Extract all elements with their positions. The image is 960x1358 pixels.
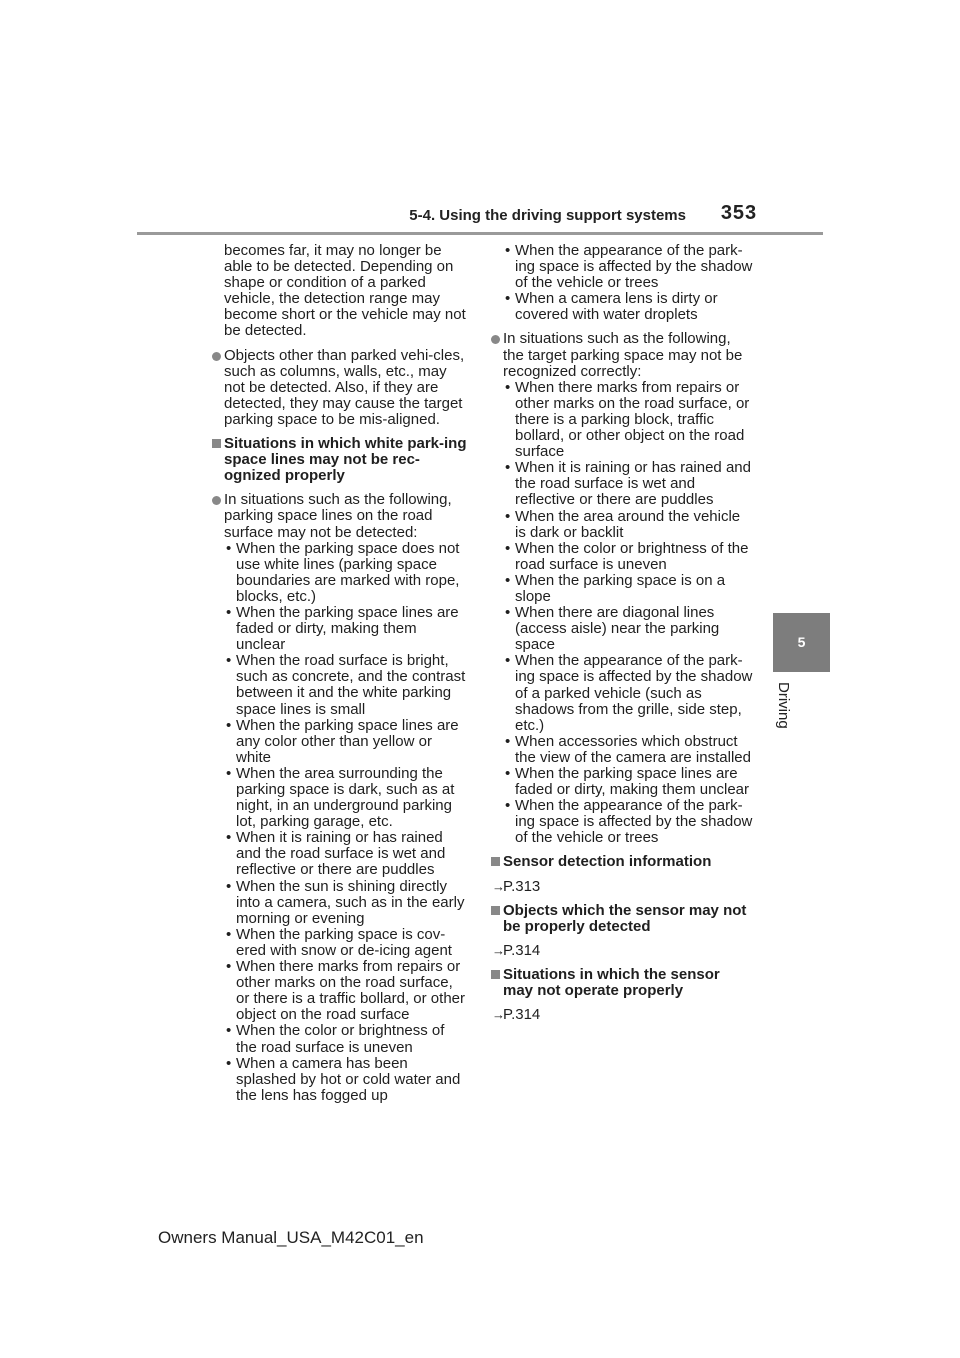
list-item: • When there marks from repairs or other marks on the road surface, or there is a traffic bollard, or other object on the road surface bbox=[212, 959, 468, 1023]
list-item: • When accessories which obstruct the view of the camera are installed bbox=[491, 734, 753, 766]
list-item: • When the road surface is bright, such as concrete, and the contrast between it and the white parking space lines is small bbox=[212, 653, 468, 717]
list-item: • When the area surrounding the parking space is dark, such as at night, in an underground parking lot, parking garage, etc. bbox=[212, 766, 468, 830]
chapter-tab bbox=[773, 613, 830, 672]
bullet-lines-intro bbox=[212, 492, 468, 540]
lines-condition-list-continued bbox=[491, 243, 753, 323]
square-icon bbox=[491, 970, 500, 979]
heading-situations bbox=[491, 967, 753, 999]
ref-situations-link[interactable]: P.314 bbox=[503, 1006, 541, 1024]
bullet-lines-intro-text: In situations such as the following, parking space lines on the road surface may not be detected: bbox=[224, 491, 452, 541]
bullet-objects-text: Objects other than parked vehi-cles, such as columns, walls, etc., may not be detected. Also, if they are detected, they may cause the target parking space to be mis-aligned. bbox=[224, 346, 465, 428]
heading-objects bbox=[491, 903, 753, 935]
list-item: • When the appearance of the park-ing space is affected by the shadow of the vehicle or trees bbox=[491, 798, 753, 846]
arrow-right-icon: → bbox=[492, 942, 505, 958]
target-condition-list bbox=[491, 380, 753, 847]
list-item: • When the parking space is cov-ered with snow or de-icing agent bbox=[212, 927, 468, 959]
arrow-right-icon: → bbox=[492, 878, 505, 894]
chapter-number: 5 bbox=[797, 634, 806, 650]
ref-objects[interactable] bbox=[491, 943, 753, 959]
list-item: • When the sun is shining directly into a camera, such as in the early morning or evening bbox=[212, 879, 468, 927]
footer-text: Owners Manual_USA_M42C01_en bbox=[158, 1228, 424, 1247]
continuation-text: becomes far, it may no longer be able to be detected. Depending on shape or condition of a parked vehicle, the detection range may become short or the vehicle may not be detected. bbox=[224, 242, 466, 340]
list-item: • When the color or brightness of the road surface is uneven bbox=[212, 1023, 468, 1055]
list-item: • When the parking space lines are any color other than yellow or white bbox=[212, 718, 468, 766]
heading-situations-text: Situations in which the sensor may not operate properly bbox=[503, 965, 720, 1000]
ref-sensor-info-link[interactable]: P.313 bbox=[503, 877, 541, 895]
list-item: • When the parking space does not use white lines (parking space boundaries are marked with rope, blocks, etc.) bbox=[212, 541, 468, 605]
arrow-right-icon: → bbox=[492, 1007, 505, 1023]
square-icon bbox=[491, 906, 500, 915]
list-item: • When the parking space is on a slope bbox=[491, 573, 753, 605]
list-item: • When the appearance of the park-ing space is affected by the shadow of the vehicle or trees bbox=[491, 243, 753, 291]
list-item: • When there are diagonal lines (access aisle) near the parking space bbox=[491, 605, 753, 653]
heading-white-lines bbox=[212, 436, 468, 484]
heading-white-lines-text: Situations in which white park-ing space lines may not be rec-ognized properly bbox=[224, 435, 467, 485]
left-column bbox=[212, 243, 468, 1112]
bullet-objects bbox=[212, 348, 468, 428]
list-item: • When it is raining or has rained and the road surface is wet and reflective or there are puddles bbox=[491, 460, 753, 508]
bullet-target-intro bbox=[491, 331, 753, 379]
bullet-dot-icon bbox=[212, 352, 221, 361]
lines-condition-list bbox=[212, 541, 468, 1104]
list-item: • When the appearance of the park-ing space is affected by the shadow of a parked vehicle (such as shadows from the grille, side step, etc.) bbox=[491, 653, 753, 733]
header-rule bbox=[137, 232, 823, 235]
heading-sensor-info-text: Sensor detection information bbox=[503, 853, 712, 871]
ref-objects-link[interactable]: P.314 bbox=[503, 941, 541, 959]
bullet-dot-icon bbox=[212, 496, 221, 505]
list-item: • When there marks from repairs or other marks on the road surface, or there is a parking block, traffic bollard, or other object on the road surface bbox=[491, 380, 753, 460]
square-icon bbox=[491, 857, 500, 866]
bullet-target-intro-text: In situations such as the following, the target parking space may not be recognized correctly: bbox=[503, 330, 743, 380]
list-item: • When the area around the vehicle is dark or backlit bbox=[491, 509, 753, 541]
list-item: • When the color or brightness of the road surface is uneven bbox=[491, 541, 753, 573]
list-item: • When a camera lens is dirty or covered with water droplets bbox=[491, 291, 753, 323]
right-column bbox=[491, 243, 753, 1031]
ref-sensor-info[interactable] bbox=[491, 879, 753, 895]
bullet-dot-icon bbox=[491, 335, 500, 344]
heading-sensor-info bbox=[491, 854, 753, 870]
list-item: • When the parking space lines are faded or dirty, making them unclear bbox=[212, 605, 468, 653]
list-item: • When the parking space lines are faded or dirty, making them unclear bbox=[491, 766, 753, 798]
heading-objects-text: Objects which the sensor may not be properly detected bbox=[503, 901, 747, 935]
square-icon bbox=[212, 439, 221, 448]
section-title: 5-4. Using the driving support systems bbox=[409, 207, 686, 224]
ref-situations[interactable] bbox=[491, 1007, 753, 1023]
chapter-label: Driving bbox=[775, 682, 792, 729]
list-item: • When it is raining or has rained and the road surface is wet and reflective or there are puddles bbox=[212, 830, 468, 878]
list-item: • When a camera has been splashed by hot or cold water and the lens has fogged up bbox=[212, 1056, 468, 1104]
page-number: 353 bbox=[720, 202, 758, 224]
